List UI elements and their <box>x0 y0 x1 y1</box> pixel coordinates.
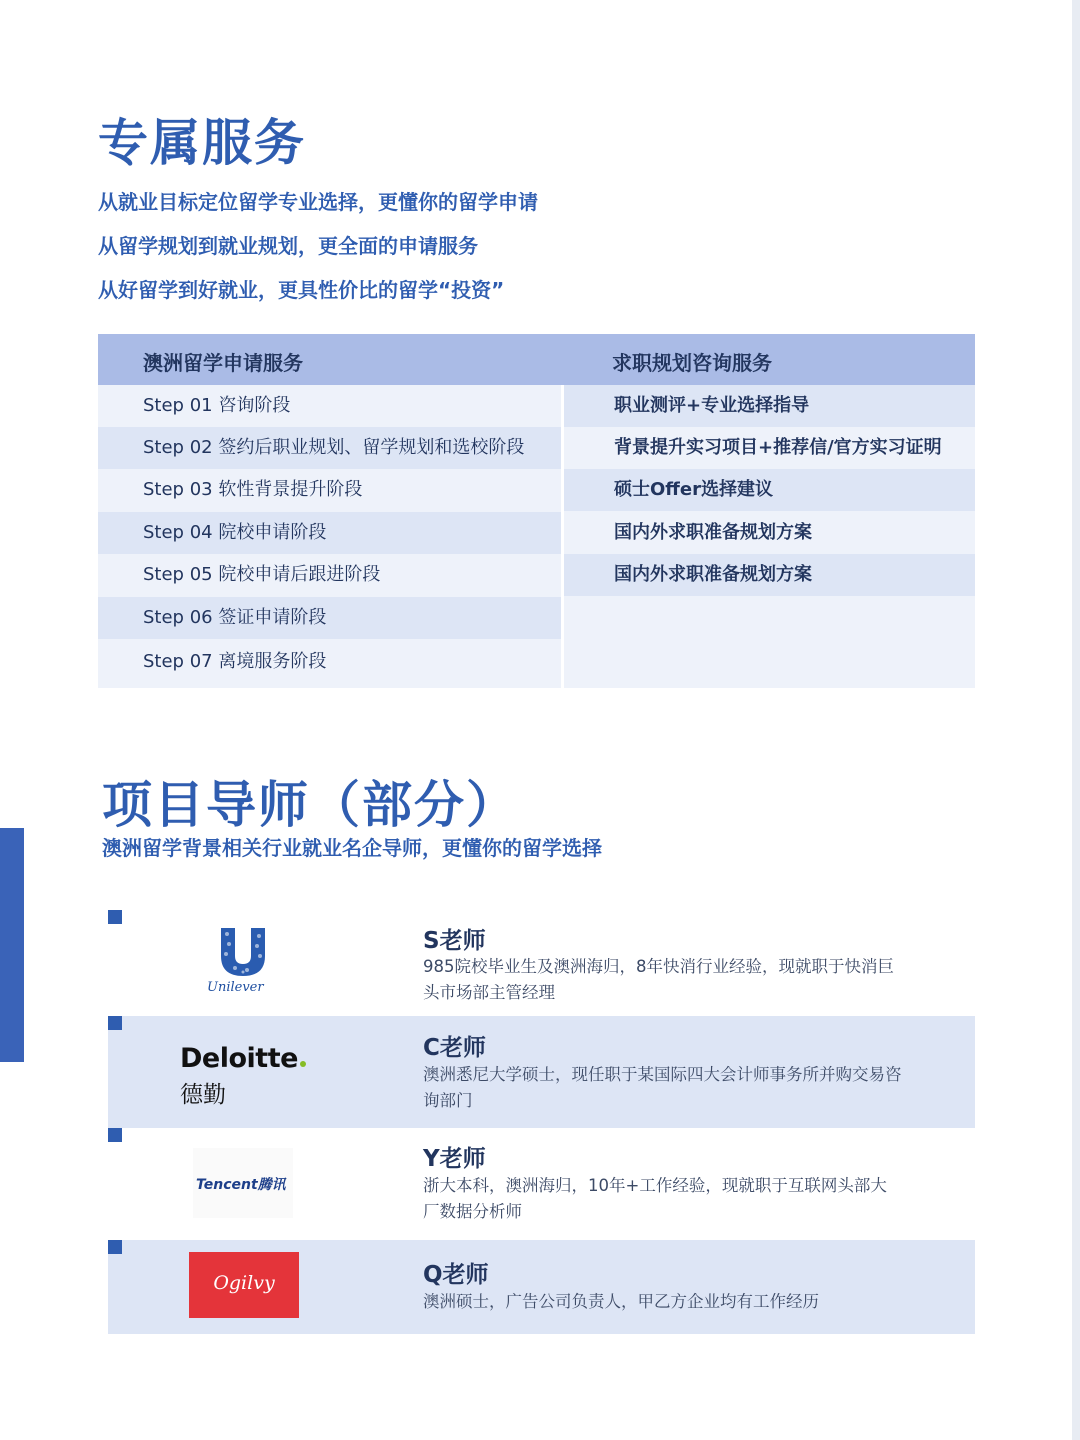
deloitte-logo-text: Deloitte <box>180 1043 298 1074</box>
career-service-item: 背景提升实习项目+推荐信/官方实习证明 <box>564 427 975 469</box>
left-column-header: 澳洲留学申请服务 <box>143 351 303 375</box>
unilever-logo-text: Unilever <box>207 980 264 995</box>
bullet-square-icon <box>108 1016 122 1030</box>
bullet-square-icon <box>108 1128 122 1142</box>
mentor-row <box>108 1016 975 1128</box>
deloitte-logo-cn: 德勤 <box>180 1082 226 1108</box>
bullet-square-icon <box>108 910 122 924</box>
mentor-row <box>108 1128 975 1240</box>
right-column-header: 求职规划咨询服务 <box>612 351 772 375</box>
deloitte-logo <box>180 1043 306 1074</box>
service-step-item: Step 01 咨询阶段 <box>98 385 561 427</box>
service-step-item: Step 02 签约后职业规划、留学规划和选校阶段 <box>98 427 561 469</box>
mentors-title: 项目导师（部分） <box>102 776 518 834</box>
services-table-header <box>98 334 975 385</box>
career-service-item: 国内外求职准备规划方案 <box>564 554 975 596</box>
services-tagline-2: 从留学规划到就业规划，更全面的申请服务 <box>98 234 478 258</box>
mentor-row <box>108 1240 975 1334</box>
mentor-description: 澳洲硕士，广告公司负责人，甲乙方企业均有工作经历 <box>423 1292 819 1311</box>
service-step-item: Step 07 离境服务阶段 <box>98 641 561 683</box>
mentor-name: S老师 <box>423 928 486 954</box>
mentor-description: 浙大本科，澳洲海归，10年+工作经验，现就职于互联网头部大厂数据分析师 <box>423 1176 887 1221</box>
mentor-name: Y老师 <box>423 1146 486 1172</box>
career-service-item: 国内外求职准备规划方案 <box>564 512 975 554</box>
side-accent-tab <box>0 828 24 1062</box>
services-tagline-1: 从就业目标定位留学专业选择，更懂你的留学申请 <box>98 190 538 214</box>
services-tagline-3: 从好留学到好就业，更具性价比的留学“投资” <box>98 278 505 302</box>
unilever-logo-icon <box>217 926 269 978</box>
career-service-item: 职业测评+专业选择指导 <box>564 385 975 427</box>
right-frame-edge <box>1072 0 1080 1440</box>
services-title: 专属服务 <box>98 114 306 172</box>
service-step-item: Step 03 软性背景提升阶段 <box>98 469 561 511</box>
ogilvy-logo-text: Ogilvy <box>213 1272 275 1294</box>
mentor-row <box>108 910 975 1015</box>
mentor-name: Q老师 <box>423 1262 489 1288</box>
services-table <box>98 334 975 688</box>
ogilvy-logo <box>189 1252 299 1318</box>
mentor-name: C老师 <box>423 1035 486 1061</box>
service-step-item: Step 04 院校申请阶段 <box>98 512 561 554</box>
service-step-item: Step 06 签证申请阶段 <box>98 597 561 639</box>
mentor-description: 澳洲悉尼大学硕士，现任职于某国际四大会计师事务所并购交易咨询部门 <box>423 1065 902 1110</box>
mentors-subtitle: 澳洲留学背景相关行业就业名企导师，更懂你的留学选择 <box>102 836 602 860</box>
bullet-square-icon <box>108 1240 122 1254</box>
deloitte-dot-icon <box>300 1061 306 1067</box>
career-service-item: 硕士Offer选择建议 <box>564 469 975 511</box>
mentor-description: 985院校毕业生及澳洲海归，8年快消行业经验，现就职于快消巨头市场部主管经理 <box>423 957 894 1002</box>
tencent-logo-text: Tencent腾讯 <box>196 1177 286 1193</box>
service-step-item: Step 05 院校申请后跟进阶段 <box>98 554 561 596</box>
